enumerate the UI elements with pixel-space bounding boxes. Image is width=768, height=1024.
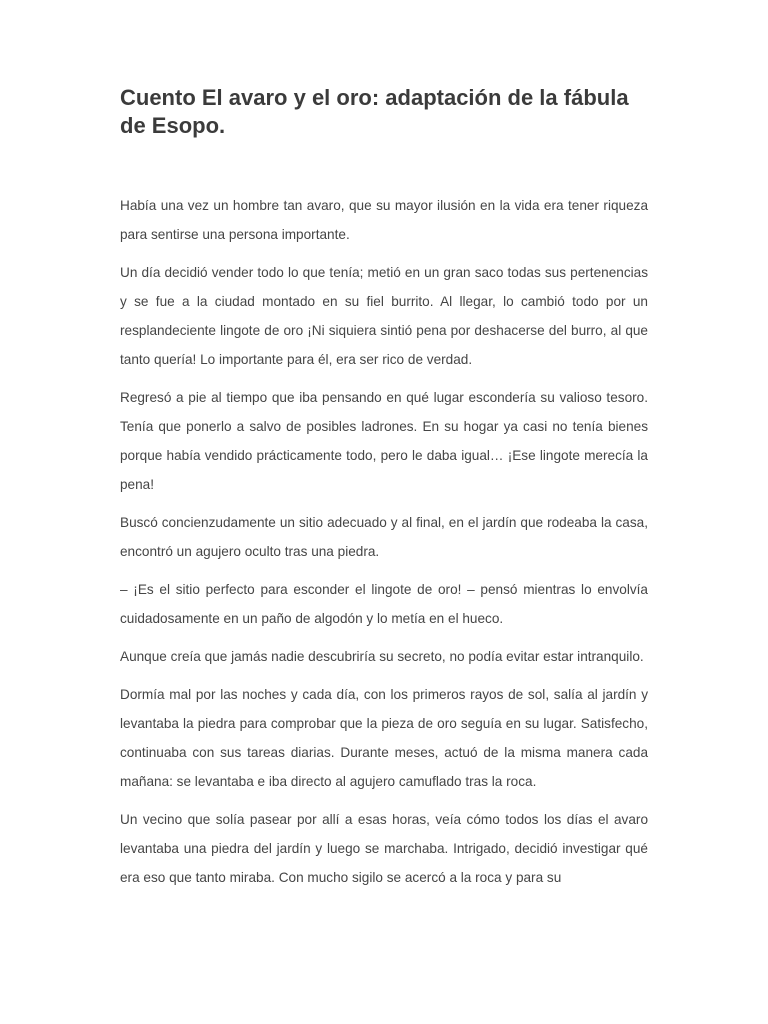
- paragraph-5: – ¡Es el sitio perfecto para esconder el lingote de oro! – pensó mientras lo envolvía cuidadosamente en un paño de algodón y lo metía en el hueco.: [120, 582, 648, 626]
- paragraph-2: Un día decidió vender todo lo que tenía; metió en un gran saco todas sus pertenencias y se fue a la ciudad montado en su fiel burrito. Al llegar, lo cambió todo por un resplandeciente lingote de oro ¡Ni siquiera sintió pena por deshacerse del burro, al que tanto quería! Lo importante para él, era ser rico de verdad.: [120, 265, 648, 367]
- story-body: [120, 191, 648, 901]
- paragraph-1: Había una vez un hombre tan avaro, que su mayor ilusión en la vida era tener riqueza para sentirse una persona importante.: [120, 198, 648, 242]
- paragraph-4: Buscó concienzudamente un sitio adecuado y al final, en el jardín que rodeaba la casa, encontró un agujero oculto tras una piedra.: [120, 515, 648, 559]
- page-title: Cuento El avaro y el oro: adaptación de la fábula de Esopo.: [120, 85, 629, 138]
- paragraph-7: Dormía mal por las noches y cada día, con los primeros rayos de sol, salía al jardín y levantaba la piedra para comprobar que la pieza de oro seguía en su lugar. Satisfecho, continuaba con sus tareas diarias. Durante meses, actuó de la misma manera cada mañana: se levantaba e iba directo al agujero camuflado tras la roca.: [120, 687, 648, 789]
- paragraph-6: Aunque creía que jamás nadie descubriría su secreto, no podía evitar estar intranquilo.: [120, 649, 644, 664]
- paragraph-3: Regresó a pie al tiempo que iba pensando en qué lugar escondería su valioso tesoro. Tenía que ponerlo a salvo de posibles ladrones. En su hogar ya casi no tenía bienes porque había vendido prácticamente todo, pero le daba igual… ¡Ese lingote merecía la pena!: [120, 390, 648, 492]
- paragraph-8: Un vecino que solía pasear por allí a esas horas, veía cómo todos los días el avaro levantaba una piedra del jardín y luego se marchaba. Intrigado, decidió investigar qué era eso que tanto miraba. Con mucho sigilo se acercó a la roca y para su: [120, 812, 648, 885]
